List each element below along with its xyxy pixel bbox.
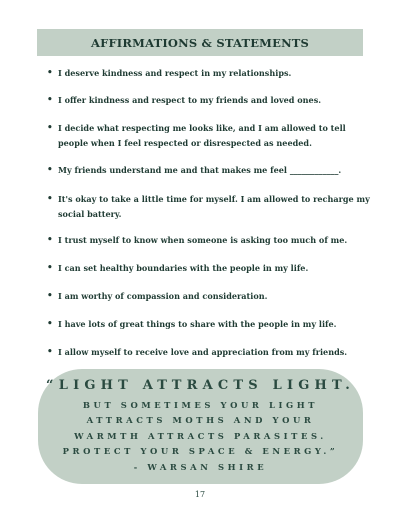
list-item — [48, 317, 378, 332]
quote-box — [38, 369, 363, 484]
affirmation-text: I offer kindness and respect to my friends and loved ones. — [58, 95, 322, 105]
bullet-icon: • — [47, 165, 53, 175]
list-item — [48, 345, 378, 360]
section-title: AFFIRMATIONS & STATEMENTS — [90, 35, 310, 50]
bullet-icon: • — [47, 123, 53, 133]
list-item — [48, 121, 378, 150]
bullet-icon: • — [47, 95, 53, 105]
quote-closing: PROTECT YOUR SPACE & ENERGY.” — [62, 446, 339, 456]
list-item — [48, 93, 378, 108]
quote-author: - WARSAN SHIRE — [133, 461, 268, 472]
affirmation-text: I have lots of great things to share with the people in my life. — [58, 319, 337, 329]
bullet-icon: • — [47, 194, 53, 204]
bullet-icon: • — [47, 235, 53, 245]
affirmation-text: I am worthy of compassion and consideration. — [58, 291, 268, 301]
list-item — [48, 289, 378, 304]
list-item — [48, 261, 378, 276]
list-item — [48, 192, 378, 221]
bullet-icon: • — [47, 68, 53, 78]
bullet-icon: • — [47, 347, 53, 357]
page-number: 17 — [194, 490, 206, 499]
bullet-icon: • — [47, 291, 53, 301]
affirmation-text: I deserve kindness and respect in my relationships. — [58, 68, 292, 78]
bullet-icon: • — [47, 263, 53, 273]
list-item — [48, 66, 378, 81]
list-item — [48, 163, 378, 178]
affirmation-text: I decide what respecting me looks like, and I am allowed to tell people when I feel respected or disrespected as needed. — [58, 123, 346, 148]
affirmation-text: I trust myself to know when someone is asking too much of me. — [58, 235, 348, 245]
list-item — [48, 233, 378, 248]
affirmation-text: It's okay to take a little time for myself. I am allowed to recharge my social battery. — [58, 194, 370, 219]
quote-headline: “LIGHT ATTRACTS LIGHT. — [46, 377, 355, 393]
bullet-icon: • — [47, 319, 53, 329]
section-header — [37, 29, 363, 56]
quote-body: BUT SOMETIMES YOUR LIGHT ATTRACTS MOTHS AND YOUR WARMTH ATTRACTS PARASITES. — [74, 399, 327, 441]
affirmation-text: My friends understand me and that makes me feel ____________. — [58, 165, 342, 175]
affirmation-text: I can set healthy boundaries with the people in my life. — [58, 263, 309, 273]
affirmation-text: I allow myself to receive love and appreciation from my friends. — [58, 347, 348, 357]
